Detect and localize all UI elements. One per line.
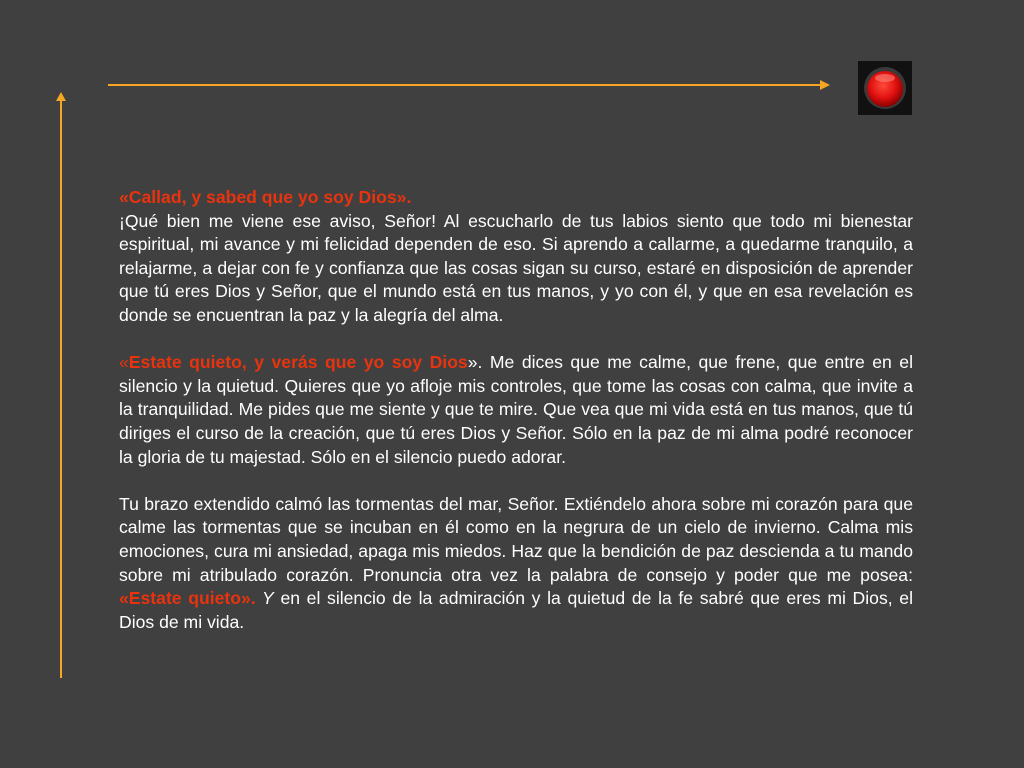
quote-estate-quieto-short: «Estate quieto». (119, 588, 256, 609)
arrow-right-icon (108, 78, 830, 92)
paragraph-3-body-after: en el silencio de la admiración y la quietud de la fe sabré que eres mi Dios, el Dios de mi vida. (119, 588, 913, 632)
paragraph-3-body-before: Tu brazo extendido calmó las tormentas del mar, Señor. Extiéndelo ahora sobre mi corazón para que calme las tormentas que se incuban en él como en la negrura de un cielo de invierno. Calma mis emociones, cura mi ansiedad, apaga mis miedos. Haz que la bendición de paz descienda a tu mando sobre mi atribulado corazón. Pronuncia otra vez la palabra de consejo y poder que me posea: (119, 493, 913, 585)
paragraph-2-body: ». Me dices que me calme, que frene, que entre en el silencio y la quietud. Quieres que yo afloje mis controles, que tome las cosas con calma, que invite a la tranquilidad. Me pides que me siente y que te mire. Que vea que mi vida está en tus manos, que tú diriges el curso de la creación, que tú eres Dios y Señor. Sólo en la paz de mi alma podré reconocer la gloria de tu majestad. Sólo en el silencio puedo adorar. (119, 352, 913, 467)
quote-open-mark: « (119, 352, 129, 373)
red-record-button-icon (858, 61, 912, 115)
heading-callad: «Callad, y sabed que yo soy Dios». (119, 187, 412, 207)
meditation-text (119, 186, 913, 634)
italic-y: Y (255, 588, 274, 609)
arrow-up-icon (54, 92, 68, 678)
quote-estate-quieto: Estate quieto, y verás que yo soy Dios (128, 352, 468, 373)
paragraph-2 (119, 351, 913, 469)
paragraph-1-body: ¡Qué bien me viene ese aviso, Señor! Al escucharlo de tus labios siento que todo mi bienestar espiritual, mi avance y mi felicidad dependen de eso. Si aprendo a callarme, a quedarme tranquilo, a relajarme, a dejar con fe y confianza que las cosas sigan su curso, estaré en disposición de aprender que tú eres Dios y Señor, que el mundo está en tus manos, y yo con él, y que en esa revelación es donde se encuentran la paz y la alegría del alma. (119, 210, 913, 325)
paragraph-1 (119, 186, 913, 328)
red-record-button[interactable] (858, 61, 912, 115)
paragraph-3 (119, 493, 913, 635)
